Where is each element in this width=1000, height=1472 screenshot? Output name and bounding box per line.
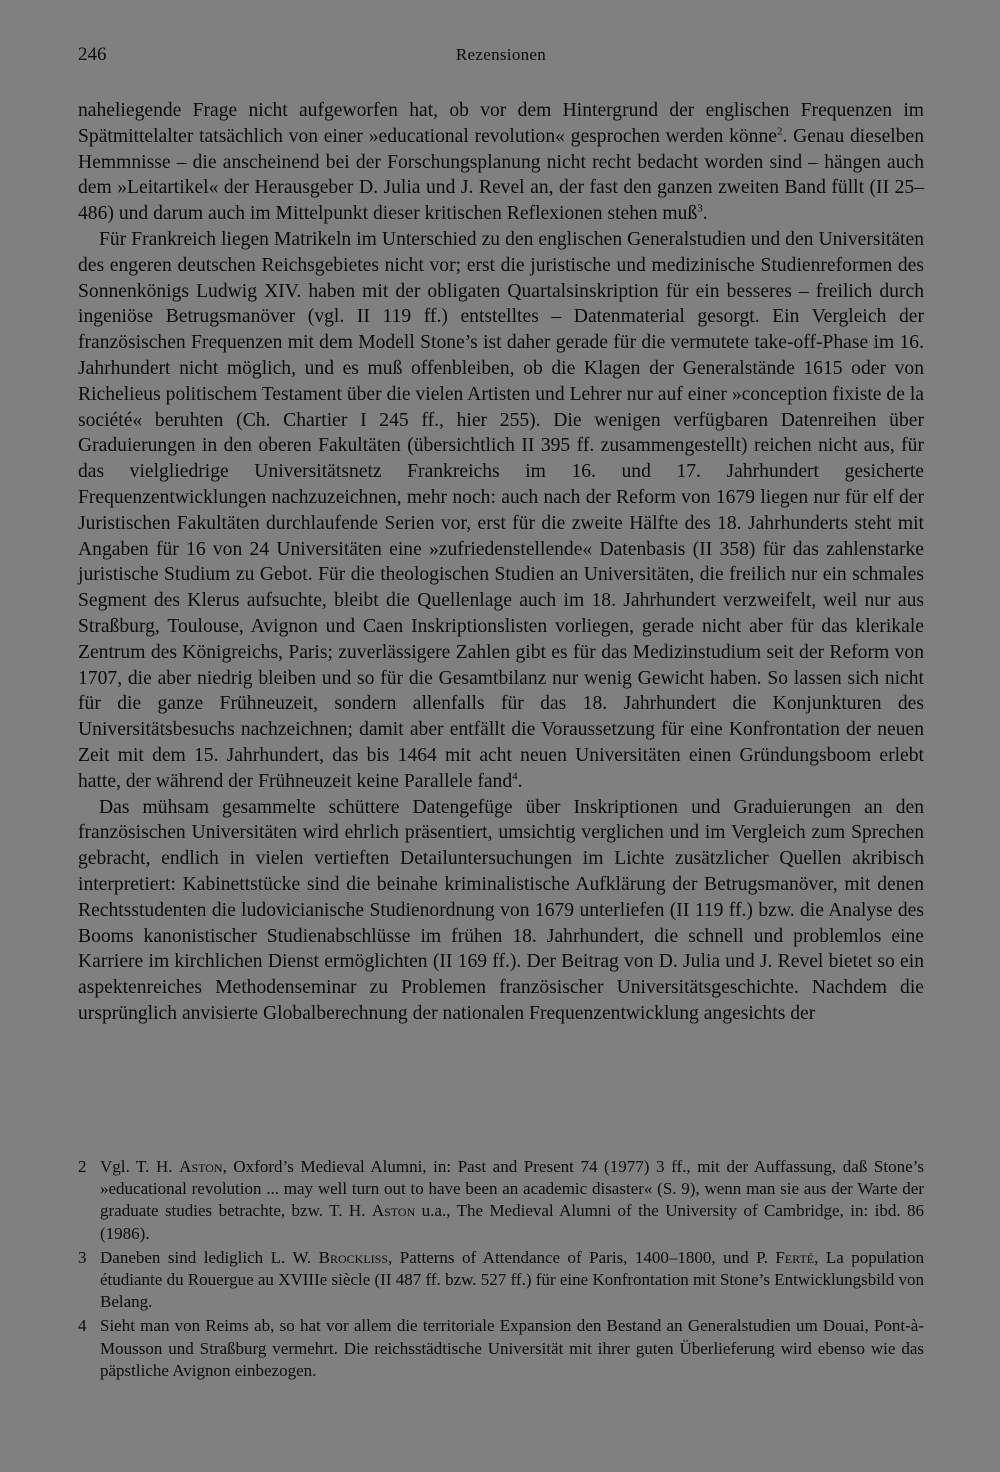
footnote-text-pre: Daneben sind lediglich L. W. bbox=[100, 1247, 319, 1267]
footnote-text-end: u.a., The Medieval Alumni of the University of Cambridge, in: ibd. 86 (1986). bbox=[100, 1201, 924, 1243]
body-text bbox=[78, 98, 924, 1027]
paragraph-2-text-a: Für Frankreich liegen Matrikeln im Unterschied zu den englischen Generalstudien und den Universitäten des engeren deutschen Reichsgebietes nicht vor; erst die juristische und medizinische Studienreformen des Sonnenkönigs Ludwig XIV. haben mit der obligaten Quartalsinskription für ein besseres – freilich durch ingeniöse Betrugsmanöver (vgl. II 119 ff.) entstelltes – Datenmaterial gesorgt. Ein Vergleich der französischen Frequenzen mit dem Modell Stone’s ist daher gerade für die vermutete take-off-Phase im 16. Jahrhundert nicht möglich, und es muß offenbleiben, ob die Klagen der Generalstände 1615 oder von Richelieus politischem Testament über die vielen Artisten und Lehrer nur auf einer »conception fixiste de la société« beruhten (Ch. Chartier I 245 ff., hier 255). Die wenigen verfügbaren Datenreihen über Graduierungen in den oberen Fakultäten (übersichtlich II 395 ff. zusammengestellt) reichen nicht aus, für das vielgliedrige Universitätsnetz Frankreichs im 16. und 17. Jahrhundert gesicherte Frequenzentwicklungen nachzuzeichnen, mehr noch: auch nach der Reform von 1679 liegen nur für elf der Juristischen Fakultäten durchlaufende Serien vor, erst für die zweite Hälfte des 18. Jahrhunderts steht mit Angaben für 16 von 24 Universitäten eine »zufriedenstellende« Datenbasis (II 358) für das zahlenstarke juristische Studium zu Gebot. Für die theologischen Studien an Universitäten, die freilich nur ein schmales Segment des Klerus aufsuchte, bleibt die Quellenlage auch im 18. Jahrhundert verzweifelt, weil nur aus Straßburg, Toulouse, Avignon und Caen Inskriptionslisten vorliegen, gerade nicht aber für das klerikale Zentrum des Königreichs, Paris; zuverlässigere Zahlen gibt es für das Medizinstudium seit der Reform von 1707, die aber niedrig bleiben und so für die Gesamtbilanz nur wenig Gewicht haben. So lassen sich nicht für die ganze Frühneuzeit, sondern allenfalls für das 18. Jahrhundert die Konjunkturen des Universitätsbesuchs nachzeichnen; damit aber entfällt die Voraussetzung für eine Konfrontation der neuen Zeit mit dem 15. Jahrhundert, das bis 1464 mit acht neuen Universitäten einen Gründungsboom erlebt hatte, der während der Frühneuzeit keine Parallele fand bbox=[78, 228, 924, 792]
paragraph-1 bbox=[78, 98, 924, 227]
paragraph-2-text-b: . bbox=[517, 770, 523, 792]
footnote-text-end: , La population étudiante du Rouergue au XVIIIe siècle (II 487 ff. bzw. 527 ff.) für eine Konfrontation mit Stone’s Entwicklungsbild von Belang. bbox=[100, 1247, 924, 1312]
footnote-text-main: , Patterns of Attendance of Paris, 1400–1800, und P. bbox=[388, 1247, 776, 1267]
footnote-text bbox=[100, 1156, 924, 1245]
paragraph-1-text-b: . Genau dieselben Hemmnisse – die anscheinend bei der Forschungsplanung nicht recht bedacht worden sind – hängen auch dem »Leitartikel« der Herausgeber D. Julia und J. Revel an, der fast den ganzen zweiten Band füllt (II 25–486) und darum auch im Mittelpunkt dieser kritischen Reflexionen stehen muß bbox=[78, 125, 924, 225]
footnote-author: Brockliss bbox=[318, 1247, 389, 1267]
paragraph-1-text-a: naheliegende Frage nicht aufgeworfen hat, ob vor dem Hintergrund der englischen Frequenzen im Spätmittelalter tatsächlich von einer »educational revolution« gesprochen werden könne bbox=[78, 100, 924, 147]
footnote-text bbox=[100, 1247, 924, 1314]
footnote-ref-3[interactable]: 3 bbox=[697, 202, 703, 215]
running-head: Rezensionen bbox=[455, 45, 547, 64]
paragraph-2 bbox=[78, 227, 924, 795]
footnote-text bbox=[100, 1315, 924, 1382]
footnote-ref-2[interactable]: 2 bbox=[776, 125, 783, 138]
footnote-number: 3 bbox=[78, 1247, 87, 1267]
page-number: 246 bbox=[78, 44, 107, 65]
footnote-2 bbox=[78, 1156, 924, 1245]
footnote-text-main: , Oxford’s Medieval Alumni, in: Past and Present 74 (1977) 3 ff., mit der Auffassung, daß Stone’s »educational revolution ... may well turn out to have been an academic disaster« (S. 9), wenn man sie aus der Warte der graduate studies betrachte, bzw. T. H. bbox=[100, 1157, 924, 1221]
footnote-author-2: Aston bbox=[371, 1201, 416, 1221]
paragraph-1-text-c: . bbox=[702, 203, 708, 225]
footnote-text-pre: Vgl. T. H. bbox=[100, 1157, 180, 1176]
footnote-4 bbox=[78, 1315, 924, 1382]
footnote-ref-4[interactable]: 4 bbox=[512, 770, 518, 783]
footnote-3 bbox=[78, 1247, 924, 1314]
footnote-number: 4 bbox=[78, 1316, 87, 1336]
paragraph-3: Das mühsam gesammelte schüttere Datengefüge über Inskriptionen und Graduierungen an den französischen Universitäten wird ehrlich präsentiert, umsichtig verglichen und im Vergleich zum Sprechen gebracht, endlich in vielen vertieften Detailuntersuchungen im Lichte zusätzlicher Quellen akribisch interpretiert: Kabinettstücke sind die beinahe kriminalistische Aufklärung der Betrugsmanöver, mit denen Rechtsstudenten die ludovicianische Studienordnung von 1679 unterliefen (II 119 ff.) bzw. die Analyse des Booms kanonistischer Studienabschlüsse im frühen 18. Jahrhundert, die schnell und problemlos eine Karriere im kirchlichen Dienst ermöglichten (II 169 ff.). Der Beitrag von D. Julia und J. Revel bietet so ein aspektenreiches Methodenseminar zu Problemen französischer Universitätsgeschichte. Nachdem die ursprünglich anvisierte Globalberechnung der nationalen Frequenzentwicklung angesichts der bbox=[78, 796, 924, 1024]
footnote-number: 2 bbox=[78, 1157, 87, 1176]
page-header bbox=[78, 44, 924, 74]
footnote-text-pre: Sieht man von Reims ab, so hat vor allem die territoriale Expansion den Bestand an Generalstudien um Douai, Pont-à-Mousson und Straßburg vermehrt. Die reichsstädtische Universität mit ihrer guten Überlieferung wird ebenso wie das päpstliche Avignon einbezogen. bbox=[100, 1316, 924, 1380]
footnote-author: Aston bbox=[179, 1157, 223, 1176]
footnotes bbox=[78, 1156, 924, 1384]
footnote-author-2: Ferté bbox=[775, 1247, 815, 1267]
